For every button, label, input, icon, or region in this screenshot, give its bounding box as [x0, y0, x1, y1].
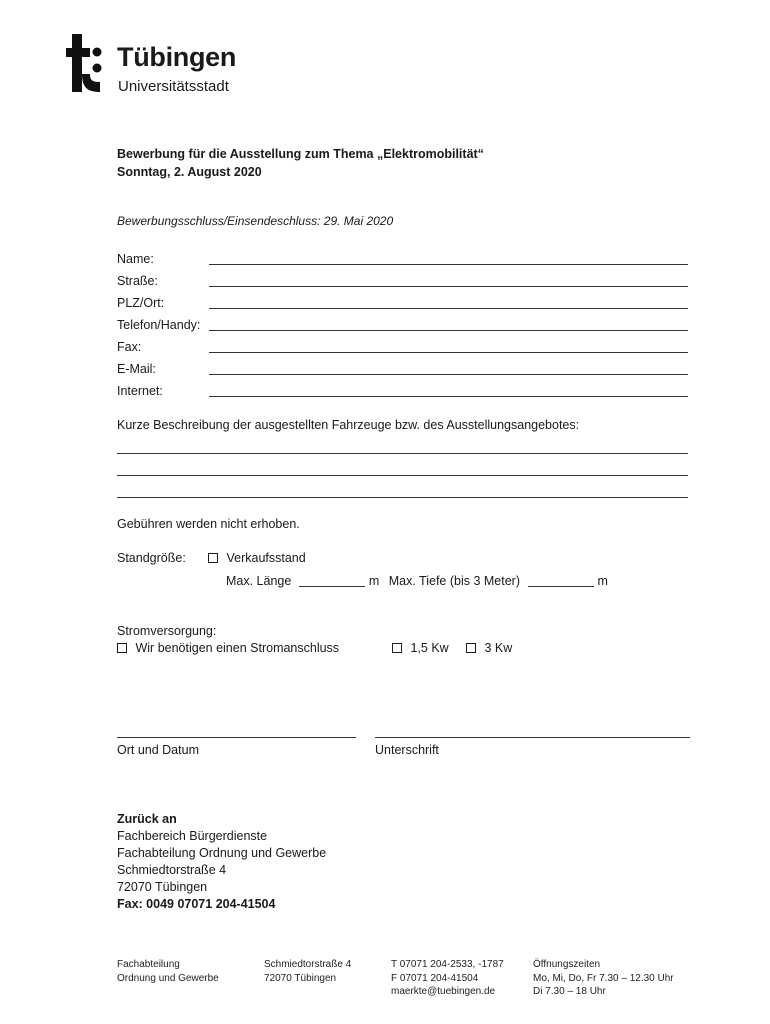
- fax-field[interactable]: [209, 352, 688, 353]
- power-1-5kw-checkbox[interactable]: [392, 643, 402, 653]
- power-3kw-label: 3 Kw: [484, 641, 513, 655]
- email-label: E-Mail:: [117, 362, 156, 376]
- footer-fax: F 07071 204-41504: [391, 972, 479, 984]
- address-line: Schmiedtorstraße 4: [117, 863, 227, 877]
- footer-text: Schmiedtorstraße 4: [264, 959, 352, 970]
- footer-address: [264, 958, 351, 985]
- fax-number: Fax: 0049 07071 204-41504: [117, 897, 276, 911]
- tuebingen-logo-icon: [66, 30, 106, 96]
- sales-stand-checkbox[interactable]: [208, 553, 218, 563]
- description-line-2[interactable]: [117, 475, 688, 476]
- address-line: Fachabteilung Ordnung und Gewerbe: [117, 846, 327, 860]
- footer-text: Mo, Mi, Do, Fr 7.30 – 12.30 Uhr: [533, 972, 674, 984]
- description-line-3[interactable]: [117, 497, 688, 498]
- power-3kw-checkbox[interactable]: [466, 643, 476, 653]
- footer-text: Di 7.30 – 18 Uhr: [533, 986, 606, 997]
- street-label: Straße:: [117, 274, 158, 288]
- logo-subtitle: Universitätsstadt: [118, 78, 229, 95]
- power-connection-option[interactable]: [117, 642, 339, 655]
- event-date: Sonntag, 2. August 2020: [117, 165, 262, 179]
- max-depth-label: Max. Tiefe (bis 3 Meter): [388, 574, 521, 588]
- sales-stand-label: Verkaufsstand: [226, 551, 306, 565]
- address-line: Fachbereich Bürgerdienste: [117, 829, 268, 843]
- zip-city-field[interactable]: [209, 308, 688, 309]
- internet-label: Internet:: [117, 384, 163, 398]
- max-depth-field[interactable]: [528, 576, 594, 587]
- street-field[interactable]: [209, 286, 688, 287]
- max-depth-unit: m: [597, 574, 608, 588]
- footer-text: Öffnungszeiten: [533, 959, 601, 970]
- power-3kw-option[interactable]: [466, 642, 512, 655]
- power-supply-label: Stromversorgung:: [117, 624, 217, 638]
- footer-text: Fachabteilung: [117, 959, 180, 970]
- signature-line[interactable]: [375, 737, 690, 738]
- email-field[interactable]: [209, 374, 688, 375]
- max-length-field[interactable]: [299, 576, 365, 587]
- name-field[interactable]: [209, 264, 688, 265]
- phone-field[interactable]: [209, 330, 688, 331]
- stand-dimensions: [226, 575, 608, 588]
- power-1-5kw-label: 1,5 Kw: [410, 641, 449, 655]
- stand-size-label: Standgröße:: [117, 551, 186, 565]
- footer-contact: [391, 958, 504, 999]
- deadline-text: Bewerbungsschluss/Einsendeschluss: 29. Mai 2020: [117, 214, 394, 228]
- form-title: Bewerbung für die Ausstellung zum Thema „Elektromobilität“: [117, 147, 484, 161]
- footer-phone: T 07071 204-2533, -1787: [391, 959, 504, 970]
- footer-opening-hours: [533, 958, 674, 999]
- max-length-unit: m: [368, 574, 380, 588]
- footer-email-link[interactable]: maerkte@tuebingen.de: [391, 986, 496, 997]
- power-connection-checkbox[interactable]: [117, 643, 127, 653]
- power-connection-label: Wir benötigen einen Stromanschluss: [135, 641, 340, 655]
- place-date-label: Ort und Datum: [117, 743, 199, 757]
- fax-label: Fax:: [117, 340, 142, 354]
- description-line-1[interactable]: [117, 453, 688, 454]
- return-address: [117, 811, 326, 913]
- phone-label: Telefon/Handy:: [117, 318, 201, 332]
- logo-title: Tübingen: [117, 42, 237, 72]
- return-heading: Zurück an: [117, 812, 177, 826]
- signature-label: Unterschrift: [375, 743, 439, 757]
- footer-text: Ordnung und Gewerbe: [117, 972, 219, 984]
- footer-department: [117, 958, 219, 985]
- internet-field[interactable]: [209, 396, 688, 397]
- sales-stand-option[interactable]: [208, 552, 306, 565]
- footer-text: 72070 Tübingen: [264, 972, 337, 984]
- place-date-line[interactable]: [117, 737, 356, 738]
- description-label: Kurze Beschreibung der ausgestellten Fahrzeuge bzw. des Ausstellungsangebotes:: [117, 418, 580, 432]
- name-label: Name:: [117, 252, 154, 266]
- max-length-label: Max. Länge: [226, 574, 292, 588]
- power-1-5kw-option[interactable]: [392, 642, 449, 655]
- address-line: 72070 Tübingen: [117, 880, 208, 894]
- fees-text: Gebühren werden nicht erhoben.: [117, 517, 300, 531]
- zip-city-label: PLZ/Ort:: [117, 296, 165, 310]
